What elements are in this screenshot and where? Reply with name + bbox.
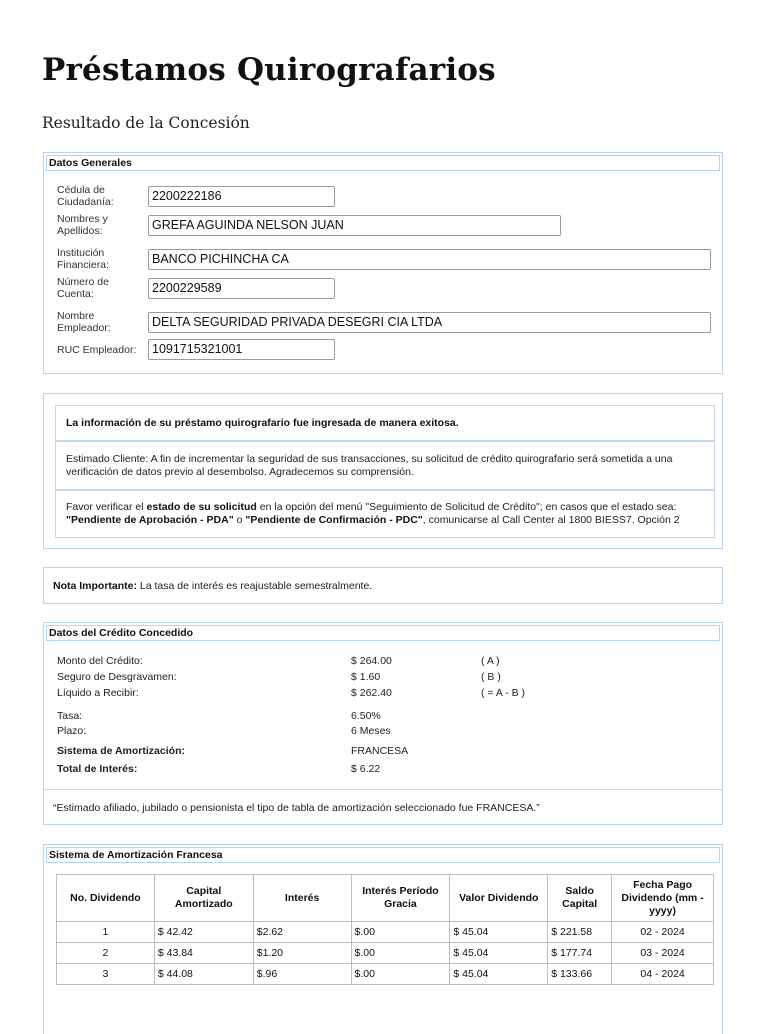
interes-label: Total de Interés: [57,763,138,775]
cell: $ 221.58 [548,922,612,943]
verify-box [55,490,715,538]
notice-box [55,441,715,490]
nombres-field[interactable]: GREFA AGUINDA NELSON JUAN [148,215,561,236]
cell: $.00 [351,922,450,943]
cell: 02 - 2024 [612,922,714,943]
tasa-value: 6.50% [351,710,381,722]
interes-value: $ 6.22 [351,763,381,775]
success-message: La información de su préstamo quirografario fue ingresada de manera exitosa. [66,417,459,429]
verify-line-2: "Pendiente de Aprobación - PDA" o "Pendiente de Confirmación - PDC", comunicarse al Call Center al 1800 BIESS7. Opción 2 [66,514,680,526]
page-title: Préstamos Quirografarios [42,52,496,88]
success-box [55,405,715,441]
amortizacion-table [56,874,714,985]
nota-text: Nota Importante: La tasa de interés es reajustable semestralmente. [53,580,373,592]
sistema-value: FRANCESA [351,745,409,757]
liquido-note: ( = A - B ) [481,687,526,699]
cell: 03 - 2024 [612,943,714,964]
page-subtitle: Resultado de la Concesión [42,114,250,132]
cell: $ 42.42 [154,922,253,943]
cell: $.00 [351,964,450,985]
col-fecha-pago: Fecha Pago Dividendo (mm - yyyy) [612,875,714,922]
col-saldo-capital: Saldo Capital [548,875,612,922]
institucion-label: Institución Financiera: [57,247,109,271]
datos-generales-header: Datos Generales [46,155,720,171]
monto-note: ( A ) [481,655,500,667]
cedula-label: Cédula de Ciudadanía: [57,184,114,208]
cell: $ 45.04 [450,964,548,985]
cell: $ 43.84 [154,943,253,964]
liquido-label: Líquido a Recibir: [57,687,139,699]
cell: 2 [57,943,155,964]
seguro-label: Seguro de Desgravamen: [57,671,177,683]
plazo-label: Plazo: [57,725,87,737]
nota-panel [43,567,723,604]
credito-panel [43,622,723,825]
verify-line-1: Favor verificar el estado de su solicitud en la opción del menú "Seguimiento de Solicitud de Crédito"; en casos que el estado sea: [66,501,677,513]
notice-line-2: verificación de datos previo al desembolso. Agradecemos su comprensión. [66,466,414,478]
cell: $ 177.74 [548,943,612,964]
cell: 3 [57,964,155,985]
liquido-value: $ 262.40 [351,687,392,699]
seguro-note: ( B ) [481,671,501,683]
amortizacion-header: Sistema de Amortización Francesa [46,847,720,863]
cedula-field[interactable]: 2200222186 [148,186,335,207]
ruc-label: RUC Empleador: [57,344,137,356]
cell: $1.20 [253,943,351,964]
table-row [57,964,714,985]
cell: $.96 [253,964,351,985]
cell: $ 133.66 [548,964,612,985]
notice-line-1: Estimado Cliente: A fin de incrementar la seguridad de sus transacciones, su solicitud de crédito quirografario será sometida a una [66,453,673,465]
plazo-value: 6 Meses [351,725,391,737]
monto-value: $ 264.00 [351,655,392,667]
cell: $ 45.04 [450,922,548,943]
cell: $.00 [351,943,450,964]
col-valor-dividendo: Valor Dividendo [450,875,548,922]
cuenta-label: Número de Cuenta: [57,276,109,300]
col-interes: Interés [253,875,351,922]
credito-header: Datos del Crédito Concedido [46,625,720,641]
mensaje-panel [43,393,723,549]
empleador-label: Nombre Empleador: [57,310,111,334]
tasa-label: Tasa: [57,710,83,722]
cell: $ 45.04 [450,943,548,964]
col-interes-gracia: Interés Período Gracia [351,875,450,922]
col-capital-amortizado: Capital Amortizado [154,875,253,922]
table-row [57,943,714,964]
ruc-field[interactable]: 1091715321001 [148,339,335,360]
cell: $ 44.08 [154,964,253,985]
datos-generales-panel [43,152,723,374]
cell: 1 [57,922,155,943]
monto-label: Monto del Crédito: [57,655,143,667]
table-header-row [57,875,714,922]
nombres-label: Nombres y Apellidos: [57,213,108,237]
cell: 04 - 2024 [612,964,714,985]
seguro-value: $ 1.60 [351,671,381,683]
cuenta-field[interactable]: 2200229589 [148,278,335,299]
amortizacion-panel [43,844,723,1034]
col-no-dividendo: No. Dividendo [57,875,155,922]
cell: $2.62 [253,922,351,943]
sistema-label: Sistema de Amortización: [57,745,185,757]
credito-footer: “Estimado afiliado, jubilado o pensionista el tipo de tabla de amortización seleccionado fue FRANCESA.” [53,802,540,814]
institucion-field[interactable]: BANCO PICHINCHA CA [148,249,711,270]
empleador-field[interactable]: DELTA SEGURIDAD PRIVADA DESEGRI CIA LTDA [148,312,711,333]
credito-divider [44,789,722,790]
table-row [57,922,714,943]
